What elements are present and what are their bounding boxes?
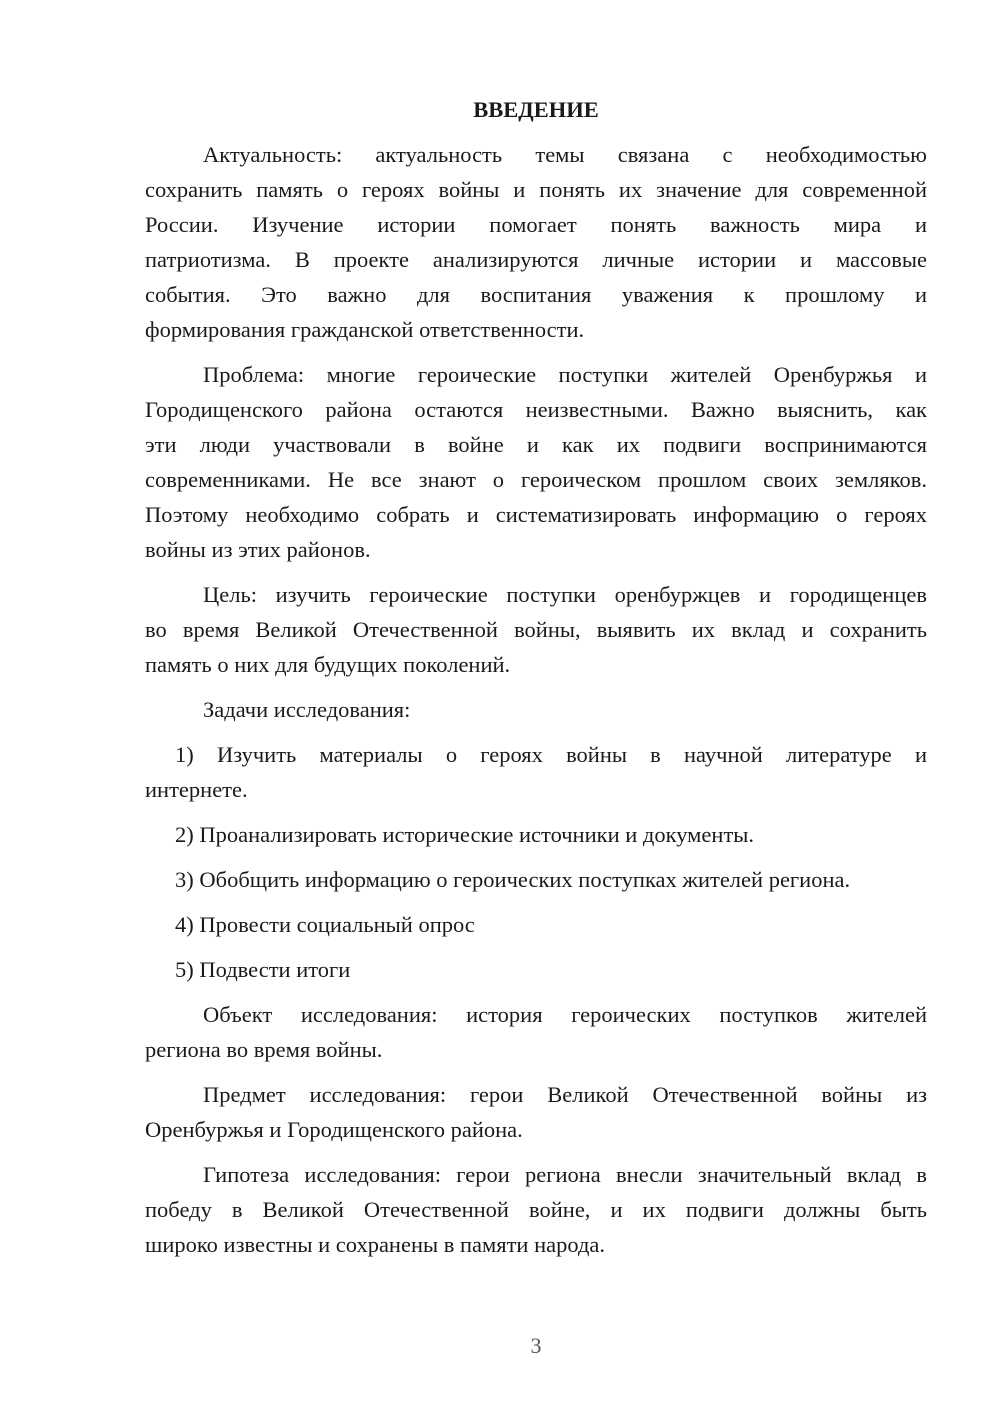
paragraph-hypothesis [145, 1157, 927, 1262]
text-line: войны из этих районов. [145, 537, 371, 562]
paragraph-relevance [145, 137, 927, 347]
page-number: 3 [530, 1333, 542, 1358]
text-line: Поэтому необходимо собрать и систематизировать информацию о героях [145, 502, 927, 527]
text-line: патриотизма. В проекте анализируются личные истории и массовые [145, 247, 927, 272]
text-line: память о них для будущих поколений. [145, 652, 511, 677]
text-line: формирования гражданской ответственности. [145, 317, 585, 342]
paragraph-tasks-heading [145, 692, 927, 727]
task-item-3 [145, 862, 927, 897]
text-line: 2) Проанализировать исторические источники и документы. [175, 822, 755, 847]
text-line: широко известны и сохранены в памяти народа. [145, 1232, 606, 1257]
text-line: интернете. [145, 777, 248, 802]
document-body [145, 92, 927, 1272]
text-line: Проблема: многие героические поступки жителей Оренбуржья и [203, 362, 927, 387]
text-line: сохранить память о героях войны и понять их значение для современной [145, 177, 927, 202]
text-line: региона во время войны. [145, 1037, 383, 1062]
text-line: 3) Обобщить информацию о героических поступках жителей региона. [175, 867, 851, 892]
text-line: во время Великой Отечественной войны, выявить их вклад и сохранить [145, 617, 927, 642]
text-line: Оренбуржья и Городищенского района. [145, 1117, 523, 1142]
text-line: России. Изучение истории помогает понять важность мира и [145, 212, 927, 237]
paragraph-problem [145, 357, 927, 567]
text-line: Объект исследования: история героических поступков жителей [203, 1002, 927, 1027]
text-line: Городищенского района остаются неизвестными. Важно выяснить, как [145, 397, 927, 422]
paragraph-goal [145, 577, 927, 682]
task-item-1 [145, 737, 927, 807]
text-line: победу в Великой Отечественной войне, и их подвиги должны быть [145, 1197, 927, 1222]
paragraph-subject [145, 1077, 927, 1147]
text-line: 4) Провести социальный опрос [175, 912, 475, 937]
text-line: события. Это важно для воспитания уважения к прошлому и [145, 282, 927, 307]
text-line: 1) Изучить материалы о героях войны в научной литературе и [175, 742, 927, 767]
text-line: Цель: изучить героические поступки оренбуржцев и городищенцев [203, 582, 927, 607]
text-line: Предмет исследования: герои Великой Отечественной войны из [203, 1082, 927, 1107]
text-line: Актуальность: актуальность темы связана с необходимостью [203, 142, 927, 167]
task-item-2 [145, 817, 927, 852]
text-line: Гипотеза исследования: герои региона внесли значительный вклад в [203, 1162, 927, 1187]
text-line: 5) Подвести итоги [175, 957, 351, 982]
task-item-5 [145, 952, 927, 987]
text-line: Задачи исследования: [203, 697, 411, 722]
text-line: современниками. Не все знают о героическом прошлом своих земляков. [145, 467, 927, 492]
text-line: эти люди участвовали в войне и как их подвиги воспринимаются [145, 432, 927, 457]
paragraph-object [145, 997, 927, 1067]
section-heading: ВВЕДЕНИЕ [473, 97, 599, 122]
task-item-4 [145, 907, 927, 942]
